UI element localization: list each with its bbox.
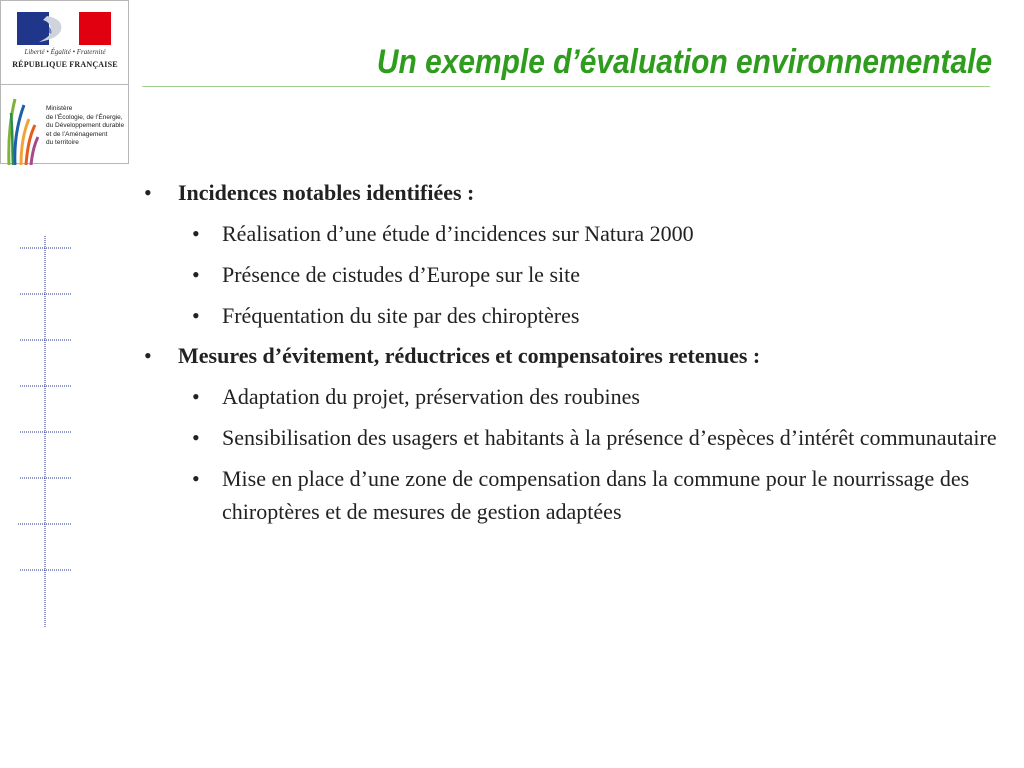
ministry-line: et de l’Aménagement	[46, 130, 108, 138]
bullet-text: Fréquentation du site par des chiroptères	[222, 303, 580, 328]
republic-name: RÉPUBLIQUE FRANÇAISE	[12, 60, 118, 69]
slide-title: Un exemple d’évaluation environnementale	[376, 43, 992, 81]
bullet-level1	[140, 339, 1000, 372]
republic-motto: Liberté • Égalité • Fraternité	[24, 48, 106, 56]
title-divider	[142, 86, 990, 87]
bullet-icon: •	[192, 384, 200, 409]
logo-block	[0, 0, 129, 164]
slide-body	[140, 176, 1000, 528]
ministry-name	[46, 105, 124, 148]
ministry-line: du Développement durable	[46, 122, 125, 130]
ministry-line: Ministère	[46, 105, 73, 112]
bullet-level2	[140, 380, 1000, 413]
bullet-icon: •	[192, 303, 200, 328]
ministry-line: de l’Écologie, de l’Énergie,	[46, 113, 123, 121]
ministry-logo	[1, 85, 129, 165]
bullet-icon: •	[192, 466, 200, 491]
bullet-icon: •	[192, 221, 200, 246]
ministry-line: du territoire	[46, 139, 79, 147]
bullet-icon: •	[192, 262, 200, 287]
bullet-text: Mise en place d’une zone de compensation dans la commune pour le nourrissage des chiroptères et de mesures de gestion adaptées	[222, 466, 970, 524]
bullet-text: Présence de cistudes d’Europe sur le site	[222, 262, 580, 287]
marianne-flag-icon	[17, 12, 111, 45]
bullet-icon: •	[192, 425, 200, 450]
republique-francaise-logo	[1, 1, 129, 85]
ministry-stripes-icon	[5, 89, 39, 165]
bullet-text: Incidences notables identifiées :	[178, 180, 475, 205]
dotted-grid-decoration	[14, 236, 74, 628]
bullet-level2	[140, 299, 1000, 332]
bullet-level2	[140, 217, 1000, 250]
bullet-icon: •	[144, 343, 152, 368]
bullet-level2	[140, 258, 1000, 291]
bullet-text: Réalisation d’une étude d’incidences sur Natura 2000	[222, 221, 694, 246]
bullet-level2	[140, 462, 1000, 528]
bullet-text: Mesures d’évitement, réductrices et compensatoires retenues :	[178, 343, 761, 368]
bullet-text: Sensibilisation des usagers et habitants à la présence d’espèces d’intérêt communautaire	[222, 425, 997, 450]
bullet-icon: •	[144, 180, 152, 205]
bullet-level2	[140, 421, 1000, 454]
bullet-text: Adaptation du projet, préservation des roubines	[222, 384, 640, 409]
bullet-level1	[140, 176, 1000, 209]
